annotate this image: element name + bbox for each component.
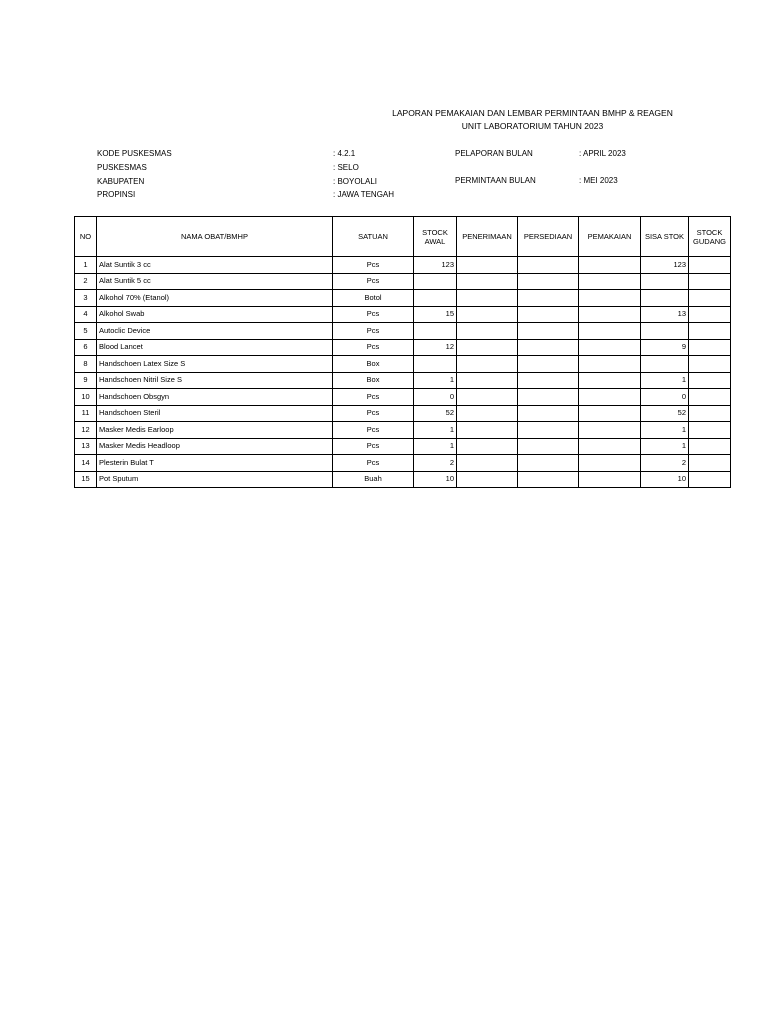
cell-persediaan [518,356,579,373]
header-stock-gudang [689,217,731,257]
header-penerimaan: PENERIMAAN [457,217,518,257]
cell-nama: Handschoen Nitril Size S [97,372,333,389]
cell-nama: Autoclic Device [97,323,333,340]
cell-persediaan [518,323,579,340]
cell-penerimaan [457,471,518,488]
cell-persediaan [518,389,579,406]
cell-satuan: Pcs [333,422,414,439]
cell-sisa-stok: 2 [641,455,689,472]
puskesmas-value: : SELO [333,163,359,172]
header-stock-awal-line1: STOCK [422,227,448,237]
cell-satuan: Buah [333,471,414,488]
propinsi-label: PROPINSI [97,190,136,199]
cell-stock-awal: 1 [414,372,457,389]
table-row [75,273,731,290]
cell-stock-gudang [689,339,731,356]
cell-stock-gudang [689,389,731,406]
cell-nama: Alat Suntik 3 cc [97,257,333,274]
cell-stock-awal [414,290,457,307]
cell-persediaan [518,306,579,323]
cell-stock-awal [414,323,457,340]
cell-stock-gudang [689,356,731,373]
kabupaten-label: KABUPATEN [97,177,145,186]
header-stock-gudang-line1: STOCK [696,227,723,237]
table-row [75,422,731,439]
stock-table [74,216,731,488]
cell-pemakaian [579,455,641,472]
cell-stock-awal: 52 [414,405,457,422]
table-row [75,372,731,389]
cell-satuan: Pcs [333,323,414,340]
cell-persediaan [518,471,579,488]
table-row [75,471,731,488]
cell-penerimaan [457,257,518,274]
cell-no: 12 [75,422,97,439]
cell-penerimaan [457,372,518,389]
cell-persediaan [518,257,579,274]
cell-no: 8 [75,356,97,373]
cell-persediaan [518,372,579,389]
cell-pemakaian [579,306,641,323]
cell-no: 5 [75,323,97,340]
cell-no: 2 [75,273,97,290]
cell-nama: Alkohol Swab [97,306,333,323]
cell-satuan: Pcs [333,339,414,356]
table-row [75,438,731,455]
cell-sisa-stok: 1 [641,438,689,455]
cell-persediaan [518,455,579,472]
cell-satuan: Pcs [333,257,414,274]
cell-no: 11 [75,405,97,422]
cell-persediaan [518,438,579,455]
cell-penerimaan [457,273,518,290]
cell-stock-gudang [689,273,731,290]
cell-sisa-stok: 123 [641,257,689,274]
table-row [75,290,731,307]
cell-nama: Masker Medis Headloop [97,438,333,455]
cell-stock-awal [414,356,457,373]
cell-penerimaan [457,405,518,422]
cell-stock-gudang [689,323,731,340]
cell-pemakaian [579,389,641,406]
header-stock-awal-line2: AWAL [424,236,446,246]
cell-stock-awal: 1 [414,438,457,455]
cell-no: 1 [75,257,97,274]
cell-stock-gudang [689,405,731,422]
cell-pemakaian [579,405,641,422]
cell-pemakaian [579,273,641,290]
cell-sisa-stok: 1 [641,372,689,389]
cell-stock-awal: 2 [414,455,457,472]
cell-sisa-stok: 1 [641,422,689,439]
cell-nama: Handschoen Steril [97,405,333,422]
puskesmas-label: PUSKESMAS [97,163,147,172]
cell-stock-awal: 15 [414,306,457,323]
cell-stock-gudang [689,372,731,389]
report-title-line1: LAPORAN PEMAKAIAN DAN LEMBAR PERMINTAAN BMHP & REAGEN [392,108,673,118]
cell-stock-gudang [689,455,731,472]
cell-penerimaan [457,389,518,406]
cell-stock-gudang [689,422,731,439]
header-nama: NAMA OBAT/BMHP [97,217,333,257]
cell-no: 4 [75,306,97,323]
cell-satuan: Pcs [333,438,414,455]
cell-satuan: Pcs [333,389,414,406]
table-row [75,257,731,274]
cell-penerimaan [457,290,518,307]
cell-nama: Plesterin Bulat T [97,455,333,472]
pelaporan-bulan-value: : APRIL 2023 [579,149,626,158]
cell-satuan: Pcs [333,273,414,290]
header-stock-gudang-line2: GUDANG [693,236,726,246]
cell-no: 10 [75,389,97,406]
kode-puskesmas-label: KODE PUSKESMAS [97,149,172,158]
cell-penerimaan [457,455,518,472]
cell-satuan: Pcs [333,405,414,422]
cell-pemakaian [579,257,641,274]
cell-no: 13 [75,438,97,455]
cell-no: 3 [75,290,97,307]
cell-penerimaan [457,422,518,439]
cell-nama: Alat Suntik 5 cc [97,273,333,290]
cell-stock-gudang [689,290,731,307]
cell-nama: Pot Sputum [97,471,333,488]
kabupaten-value: : BOYOLALI [333,177,378,186]
cell-nama: Handschoen Obsgyn [97,389,333,406]
table-row [75,306,731,323]
cell-persediaan [518,405,579,422]
cell-penerimaan [457,323,518,340]
cell-stock-awal: 12 [414,339,457,356]
cell-nama: Alkohol 70% (Etanol) [97,290,333,307]
cell-stock-gudang [689,438,731,455]
kode-puskesmas-value: : 4.2.1 [333,149,356,158]
cell-pemakaian [579,372,641,389]
table-row [75,455,731,472]
cell-stock-awal: 1 [414,422,457,439]
cell-no: 15 [75,471,97,488]
stock-table-body [75,257,731,488]
cell-pemakaian [579,339,641,356]
header-sisa-stok: SISA STOK [641,217,689,257]
cell-stock-awal [414,273,457,290]
cell-stock-gudang [689,471,731,488]
cell-stock-gudang [689,306,731,323]
table-row [75,356,731,373]
cell-nama: Handschoen Latex Size S [97,356,333,373]
cell-pemakaian [579,438,641,455]
cell-satuan: Box [333,372,414,389]
cell-penerimaan [457,339,518,356]
cell-sisa-stok [641,290,689,307]
cell-sisa-stok: 9 [641,339,689,356]
cell-pemakaian [579,290,641,307]
cell-satuan: Botol [333,290,414,307]
cell-sisa-stok [641,273,689,290]
header-no: NO [75,217,97,257]
cell-sisa-stok: 10 [641,471,689,488]
cell-persediaan [518,290,579,307]
report-title-line2: UNIT LABORATORIUM TAHUN 2023 [461,121,604,131]
table-header-row [75,217,731,257]
cell-satuan: Pcs [333,455,414,472]
cell-sisa-stok: 13 [641,306,689,323]
table-row [75,405,731,422]
cell-satuan: Box [333,356,414,373]
cell-pemakaian [579,471,641,488]
cell-nama: Blood Lancet [97,339,333,356]
cell-sisa-stok: 0 [641,389,689,406]
cell-satuan: Pcs [333,306,414,323]
table-row [75,323,731,340]
cell-no: 6 [75,339,97,356]
cell-penerimaan [457,356,518,373]
cell-penerimaan [457,306,518,323]
cell-nama: Masker Medis Earloop [97,422,333,439]
header-satuan: SATUAN [333,217,414,257]
cell-pemakaian [579,356,641,373]
cell-stock-awal: 0 [414,389,457,406]
header-pemakaian: PEMAKAIAN [579,217,641,257]
cell-no: 14 [75,455,97,472]
table-row [75,339,731,356]
cell-no: 9 [75,372,97,389]
header-persediaan: PERSEDIAAN [518,217,579,257]
cell-sisa-stok: 52 [641,405,689,422]
header-stock-awal [414,217,457,257]
cell-penerimaan [457,438,518,455]
table-row [75,389,731,406]
cell-pemakaian [579,323,641,340]
permintaan-bulan-value: : MEI 2023 [579,176,618,185]
cell-persediaan [518,339,579,356]
pelaporan-bulan-label: PELAPORAN BULAN [455,149,533,158]
cell-stock-gudang [689,257,731,274]
cell-sisa-stok [641,323,689,340]
cell-stock-awal: 123 [414,257,457,274]
permintaan-bulan-label: PERMINTAAN BULAN [455,176,536,185]
cell-persediaan [518,273,579,290]
propinsi-value: : JAWA TENGAH [333,190,395,199]
cell-stock-awal: 10 [414,471,457,488]
cell-persediaan [518,422,579,439]
cell-sisa-stok [641,356,689,373]
cell-pemakaian [579,422,641,439]
